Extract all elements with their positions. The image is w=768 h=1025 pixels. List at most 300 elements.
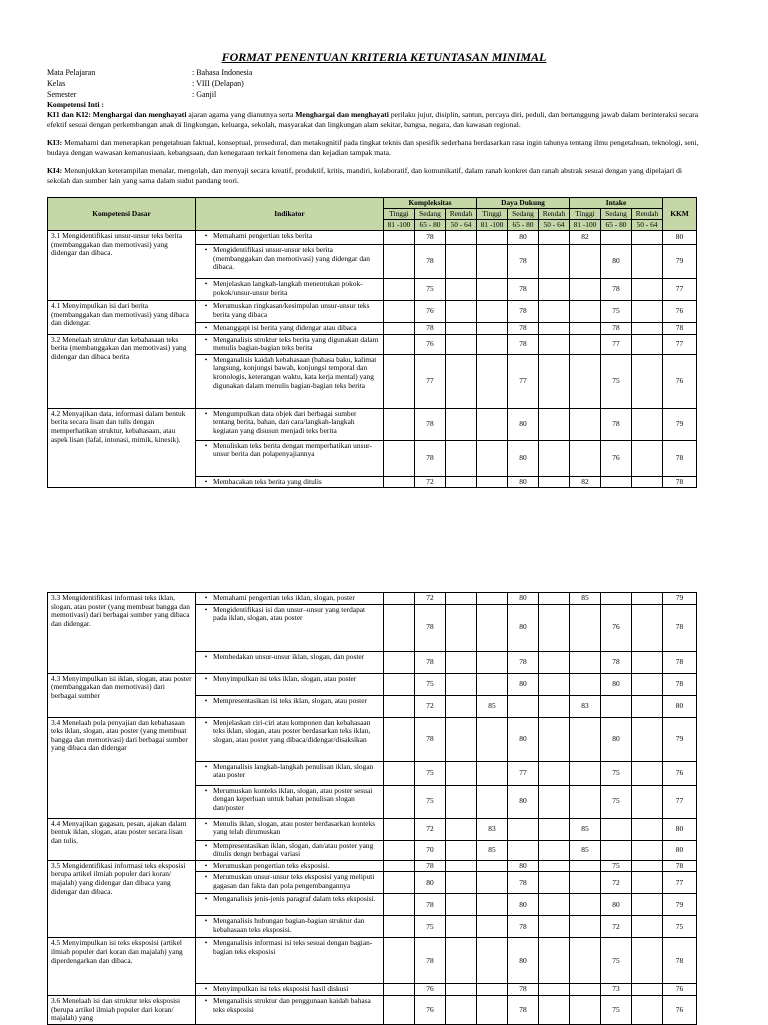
intake-rendah-cell: [632, 916, 663, 938]
kkm-value-cell: 78: [663, 323, 697, 335]
indikator-text: Menuliskan teks berita dengan memperhatikan unsur-unsur berita dan polapenyajiannya: [213, 440, 372, 459]
indikator-cell: [196, 476, 384, 488]
kompleksitas-rendah-cell: [446, 840, 477, 860]
ki4-text: Menunjukkan keterampilan menalar, mengolah, dan menyaji secara kreatif, produktif, kritis, mandiri, kolaboratif, dan komunikatif, dalam ranah konkret dan ranah abstrak sesuai dengan yang dipelajari di sekolah dan sumber lain yang sama dalam sudut pandang teori.: [47, 166, 683, 185]
kompetensi-dasar-cell: 4.4 Menyajikan gagasan, pesan, ajakan dalam bentuk iklan, slogan, atau poster secara lisan dan tulis.: [48, 818, 196, 860]
bullet-icon: •: [204, 334, 208, 344]
kompleksitas-sedang-cell: 78: [415, 860, 446, 872]
intake-tinggi-cell: [570, 440, 601, 476]
indikator-cell: [196, 651, 384, 673]
kompleksitas-sedang-cell: 78: [415, 604, 446, 651]
bullet-icon: •: [204, 695, 208, 705]
intake-tinggi-cell: [570, 301, 601, 323]
daya-dukung-tinggi-cell: [477, 860, 508, 872]
indikator-cell: [196, 334, 384, 354]
kompleksitas-sedang-cell: 78: [415, 231, 446, 245]
intake-sedang-cell: 76: [601, 604, 632, 651]
intake-tinggi-cell: [570, 894, 601, 916]
intake-sedang-cell: 75: [601, 301, 632, 323]
meta-value: : Bahasa Indonesia: [192, 68, 253, 77]
kompleksitas-rendah-cell: [446, 818, 477, 840]
intake-rendah-cell: [632, 476, 663, 488]
header-daya-dukung: Daya Dukung: [477, 198, 570, 209]
kkm-value-cell: 78: [663, 860, 697, 872]
intake-sedang-cell: 73: [601, 984, 632, 996]
kkm-value-cell: 78: [663, 651, 697, 673]
daya-dukung-rendah-cell: [539, 593, 570, 605]
daya-dukung-rendah-cell: [539, 408, 570, 440]
bullet-icon: •: [204, 761, 208, 771]
header-range-tinggi: 81 -100: [384, 220, 415, 231]
kompetensi-dasar-cell: 3.4 Menelaah pola penyajian dan kebahasaan teks iklan, slogan, atau poster (yang membuat bangga dan memotivasi) dari berbagai sumber yang dibaca dan didengar: [48, 717, 196, 818]
kompleksitas-rendah-cell: [446, 354, 477, 408]
intake-sedang-cell: 78: [601, 279, 632, 301]
intake-sedang-cell: [601, 818, 632, 840]
intake-sedang-cell: [601, 476, 632, 488]
indikator-text: Menyimpulkan isi teks iklan, slogan, atau poster: [213, 673, 357, 683]
indikator-cell: [196, 604, 384, 651]
indikator-text: Memahami pengertian teks iklan, slogan, poster: [213, 593, 355, 602]
meta-label: Mata Pelajaran: [47, 68, 96, 77]
kkm-value-cell: 78: [663, 938, 697, 984]
indikator-cell: [196, 717, 384, 761]
indikator-text: Mempresentasikan isi teks iklan, slogan, atau poster: [213, 695, 367, 705]
kompetensi-dasar-cell: 4.2 Menyajikan data, informasi dalam bentuk berita secara lisan dan tulis dengan memperhatikan struktur, kebahasaan, atau aspek lisan (lafal, intonasi, mimik, kinesik).: [48, 408, 196, 488]
daya-dukung-tinggi-cell: [477, 354, 508, 408]
kompleksitas-sedang-cell: 75: [415, 785, 446, 818]
kompleksitas-sedang-cell: 75: [415, 279, 446, 301]
kompleksitas-tinggi-cell: [384, 995, 415, 1024]
intake-sedang-cell: 75: [601, 860, 632, 872]
indikator-text: Merumuskan unsur-unsur teks eksposisi yang meliputi gagasan dan fakta dan pola pengembangannya: [213, 872, 375, 890]
ki12-paragraph: [47, 110, 707, 129]
intake-sedang-cell: 75: [601, 995, 632, 1024]
indikator-cell: [196, 354, 384, 408]
daya-dukung-tinggi-cell: [477, 984, 508, 996]
kkm-value-cell: 79: [663, 408, 697, 440]
daya-dukung-rendah-cell: [539, 354, 570, 408]
kompleksitas-sedang-cell: 78: [415, 245, 446, 279]
table-row: [48, 593, 697, 605]
daya-dukung-rendah-cell: [539, 245, 570, 279]
header-range-sedang: 65 - 80: [508, 220, 539, 231]
kkm-value-cell: 76: [663, 995, 697, 1024]
bullet-icon: •: [204, 860, 208, 870]
kompleksitas-tinggi-cell: [384, 593, 415, 605]
intake-rendah-cell: [632, 279, 663, 301]
intake-sedang-cell: 80: [601, 673, 632, 695]
daya-dukung-sedang-cell: 80: [508, 785, 539, 818]
header-tinggi: Tinggi: [570, 209, 601, 220]
intake-tinggi-cell: [570, 354, 601, 408]
kompleksitas-rendah-cell: [446, 916, 477, 938]
kompleksitas-sedang-cell: 75: [415, 761, 446, 785]
kompetensi-dasar-cell: 4.1 Menyimpulkan isi dari berita (membanggakan dan memotivasi) yang dibaca dan didengar.: [48, 301, 196, 335]
bullet-icon: •: [204, 408, 208, 418]
indikator-cell: [196, 279, 384, 301]
header-range-tinggi: 81 -100: [570, 220, 601, 231]
kompleksitas-tinggi-cell: [384, 785, 415, 818]
kkm-value-cell: 77: [663, 279, 697, 301]
ki12-text-b: perilaku jujur, disiplin, santun, percaya diri, peduli, dan bertanggung jawab dalam berinteraksi secara efektif sesuai dengan perkembangan anak di lingkungan, keluarga, sekolah, masyarakat dan lingkungan alam sekitar, bangsa, negara, dan kawasan regional.: [47, 110, 699, 129]
intake-tinggi-cell: 85: [570, 593, 601, 605]
header-range-tinggi: 81 -100: [477, 220, 508, 231]
kompleksitas-rendah-cell: [446, 717, 477, 761]
daya-dukung-sedang-cell: 78: [508, 916, 539, 938]
table-row: [48, 860, 697, 872]
indikator-text: Mempresentasikan iklan, slogan, dan/atau poster yang ditulis dengn berbagai variasi: [213, 840, 374, 859]
bullet-icon: •: [204, 916, 208, 926]
kkm-value-cell: 79: [663, 894, 697, 916]
daya-dukung-tinggi-cell: [477, 995, 508, 1024]
kompetensi-dasar-cell: 3.3 Mengidentifikasi informasi teks iklan, slogan, atau poster (yang membuat bangga dan memotivasi) dari berbagai sumber yang dibaca dan didengar.: [48, 593, 196, 674]
kompleksitas-tinggi-cell: [384, 476, 415, 488]
intake-rendah-cell: [632, 651, 663, 673]
bullet-icon: •: [204, 301, 208, 310]
kompleksitas-rendah-cell: [446, 651, 477, 673]
intake-rendah-cell: [632, 872, 663, 894]
intake-tinggi-cell: [570, 673, 601, 695]
daya-dukung-tinggi-cell: [477, 872, 508, 894]
intake-rendah-cell: [632, 840, 663, 860]
daya-dukung-tinggi-cell: [477, 604, 508, 651]
intake-tinggi-cell: [570, 995, 601, 1024]
kompetensi-dasar-cell: 3.5 Mengidentifikasi informasi teks eksposisi berupa artikel ilmiah populer dari koran/ majalah) yang didengar dan dibaca yang didengar dan dibaca.: [48, 860, 196, 938]
indikator-text: Membedakan unsur-unsur iklan, slogan, dan poster: [213, 651, 365, 661]
daya-dukung-sedang-cell: 80: [508, 408, 539, 440]
daya-dukung-sedang-cell: 80: [508, 604, 539, 651]
kkm-value-cell: 80: [663, 231, 697, 245]
daya-dukung-sedang-cell: 78: [508, 245, 539, 279]
kompleksitas-sedang-cell: 80: [415, 872, 446, 894]
indikator-cell: [196, 818, 384, 840]
daya-dukung-sedang-cell: 80: [508, 231, 539, 245]
daya-dukung-rendah-cell: [539, 695, 570, 717]
kompleksitas-sedang-cell: 72: [415, 593, 446, 605]
bullet-icon: •: [204, 995, 208, 1005]
daya-dukung-rendah-cell: [539, 323, 570, 335]
daya-dukung-sedang-cell: 80: [508, 894, 539, 916]
kompleksitas-sedang-cell: 70: [415, 840, 446, 860]
bullet-icon: •: [204, 604, 208, 614]
kompleksitas-rendah-cell: [446, 476, 477, 488]
daya-dukung-rendah-cell: [539, 938, 570, 984]
header-kompleksitas: Kompleksitas: [384, 198, 477, 209]
intake-sedang-cell: 72: [601, 872, 632, 894]
header-range-rendah: 50 - 64: [446, 220, 477, 231]
daya-dukung-rendah-cell: [539, 872, 570, 894]
kkm-value-cell: 77: [663, 334, 697, 354]
header-sedang: Sedang: [601, 209, 632, 220]
indikator-text: Mengidentifikasi unsur-unsur teks berita (membanggakan dan memotivasi) yang didengar dan dibaca.: [213, 245, 371, 272]
kompleksitas-sedang-cell: 76: [415, 334, 446, 354]
indikator-text: Merumuskan ringkasan/kesimpulan unsur-unsur teks berita yang dibaca: [213, 301, 370, 319]
intake-rendah-cell: [632, 818, 663, 840]
kompleksitas-rendah-cell: [446, 938, 477, 984]
indikator-cell: [196, 785, 384, 818]
bullet-icon: •: [204, 785, 208, 795]
intake-rendah-cell: [632, 323, 663, 335]
kompleksitas-sedang-cell: 78: [415, 408, 446, 440]
kompleksitas-tinggi-cell: [384, 651, 415, 673]
daya-dukung-tinggi-cell: [477, 717, 508, 761]
indikator-cell: [196, 761, 384, 785]
kompleksitas-sedang-cell: 78: [415, 440, 446, 476]
table-row: [48, 995, 697, 1024]
table-row: [48, 717, 697, 761]
kompleksitas-tinggi-cell: [384, 894, 415, 916]
indikator-cell: [196, 323, 384, 335]
daya-dukung-rendah-cell: [539, 651, 570, 673]
kompleksitas-rendah-cell: [446, 279, 477, 301]
indikator-text: Menganalisis langkah-langkah penulisan iklan, slogan atau poster: [213, 761, 374, 780]
indikator-cell: [196, 840, 384, 860]
bullet-icon: •: [204, 593, 208, 602]
indikator-text: Menganalisis informasi isi teks sesuai dengan bagian-bagian teks eksposisi: [213, 938, 373, 956]
daya-dukung-rendah-cell: [539, 818, 570, 840]
indikator-text: Menjelaskan langkah-langkah menentukan pokok-pokok/unsur-unsur berita: [213, 279, 363, 297]
daya-dukung-tinggi-cell: [477, 301, 508, 323]
bullet-icon: •: [204, 818, 208, 828]
kkm-value-cell: 76: [663, 761, 697, 785]
kompleksitas-sedang-cell: 72: [415, 476, 446, 488]
intake-rendah-cell: [632, 860, 663, 872]
meta-value: : Ganjil: [192, 90, 217, 99]
intake-rendah-cell: [632, 245, 663, 279]
indikator-cell: [196, 245, 384, 279]
daya-dukung-sedang-cell: 80: [508, 860, 539, 872]
intake-sedang-cell: [601, 840, 632, 860]
intake-tinggi-cell: 83: [570, 695, 601, 717]
intake-rendah-cell: [632, 695, 663, 717]
intake-sedang-cell: [601, 231, 632, 245]
intake-sedang-cell: 78: [601, 408, 632, 440]
header-indikator: Indikator: [196, 198, 384, 231]
intake-tinggi-cell: [570, 245, 601, 279]
indikator-text: Mengidentifikasi isi dan unsur–unsur yang terdapat pada iklan, slogan, atau poster: [213, 604, 366, 623]
daya-dukung-sedang-cell: 78: [508, 301, 539, 323]
header-range-sedang: 65 - 80: [415, 220, 446, 231]
daya-dukung-rendah-cell: [539, 301, 570, 323]
intake-sedang-cell: [601, 695, 632, 717]
header-sedang: Sedang: [415, 209, 446, 220]
daya-dukung-sedang-cell: 78: [508, 323, 539, 335]
intake-tinggi-cell: [570, 916, 601, 938]
intake-tinggi-cell: [570, 279, 601, 301]
intake-tinggi-cell: 82: [570, 476, 601, 488]
ki12-text-a: ajaran agama yang dianutnya serta: [186, 110, 296, 119]
intake-tinggi-cell: [570, 872, 601, 894]
kompleksitas-tinggi-cell: [384, 938, 415, 984]
ki3-label: KI3:: [47, 138, 63, 147]
bullet-icon: •: [204, 872, 208, 882]
bullet-icon: •: [204, 938, 208, 948]
kompleksitas-tinggi-cell: [384, 245, 415, 279]
header-range-rendah: 50 - 64: [632, 220, 663, 231]
indikator-cell: [196, 673, 384, 695]
kompetensi-dasar-cell: 3.2 Menelaah struktur dan kebahasaan teks berita (membanggakan dan memotivasi) yang didengar dan dibaca berita: [48, 334, 196, 408]
header-sedang: Sedang: [508, 209, 539, 220]
daya-dukung-sedang-cell: [508, 840, 539, 860]
daya-dukung-sedang-cell: 78: [508, 334, 539, 354]
kompleksitas-sedang-cell: 76: [415, 301, 446, 323]
intake-sedang-cell: 77: [601, 334, 632, 354]
kompleksitas-tinggi-cell: [384, 440, 415, 476]
table-row: [48, 673, 697, 695]
bullet-icon: •: [204, 354, 208, 364]
intake-rendah-cell: [632, 894, 663, 916]
daya-dukung-rendah-cell: [539, 673, 570, 695]
indikator-cell: [196, 984, 384, 996]
intake-tinggi-cell: [570, 604, 601, 651]
kompleksitas-tinggi-cell: [384, 673, 415, 695]
kompleksitas-rendah-cell: [446, 894, 477, 916]
header-rendah: Rendah: [446, 209, 477, 220]
kompleksitas-tinggi-cell: [384, 354, 415, 408]
daya-dukung-sedang-cell: 78: [508, 995, 539, 1024]
kompleksitas-rendah-cell: [446, 995, 477, 1024]
indikator-cell: [196, 695, 384, 717]
indikator-text: Memahami pengertian teks berita: [213, 231, 313, 240]
kompleksitas-rendah-cell: [446, 872, 477, 894]
intake-sedang-cell: 75: [601, 354, 632, 408]
daya-dukung-tinggi-cell: [477, 231, 508, 245]
kompleksitas-tinggi-cell: [384, 695, 415, 717]
kompleksitas-rendah-cell: [446, 334, 477, 354]
daya-dukung-rendah-cell: [539, 476, 570, 488]
daya-dukung-tinggi-cell: [477, 894, 508, 916]
kkm-value-cell: 78: [663, 604, 697, 651]
kompleksitas-sedang-cell: 78: [415, 938, 446, 984]
indikator-text: Menulis iklan, slogan, atau poster berdasarkan konteks yang telah dirumuskan: [213, 818, 376, 837]
header-rendah: Rendah: [539, 209, 570, 220]
daya-dukung-rendah-cell: [539, 334, 570, 354]
kkm-value-cell: 78: [663, 673, 697, 695]
kompleksitas-tinggi-cell: [384, 818, 415, 840]
intake-sedang-cell: 75: [601, 938, 632, 984]
kompleksitas-tinggi-cell: [384, 872, 415, 894]
kkm-value-cell: 75: [663, 916, 697, 938]
kompleksitas-tinggi-cell: [384, 334, 415, 354]
intake-rendah-cell: [632, 717, 663, 761]
daya-dukung-rendah-cell: [539, 231, 570, 245]
kkm-value-cell: 79: [663, 593, 697, 605]
kompleksitas-rendah-cell: [446, 245, 477, 279]
daya-dukung-sedang-cell: [508, 818, 539, 840]
intake-rendah-cell: [632, 440, 663, 476]
daya-dukung-tinggi-cell: [477, 408, 508, 440]
daya-dukung-sedang-cell: 80: [508, 938, 539, 984]
indikator-cell: [196, 860, 384, 872]
indikator-cell: [196, 301, 384, 323]
kompetensi-dasar-cell: 4.5 Menyimpulkan isi teks eksposisi (artikel ilmiah populer dari koran dan majalah) yang diperdengarkan dan dibaca.: [48, 938, 196, 996]
bullet-icon: •: [204, 894, 208, 904]
indikator-cell: [196, 916, 384, 938]
kompleksitas-sedang-cell: 75: [415, 916, 446, 938]
indikator-cell: [196, 894, 384, 916]
header-intake: Intake: [570, 198, 663, 209]
daya-dukung-rendah-cell: [539, 984, 570, 996]
ki4-paragraph: [47, 166, 707, 185]
kompetensi-dasar-cell: 3.1 Mengidentifikasi unsur-unsur teks berita (membanggakan dan memotivasi) yang didengar dan dibaca.: [48, 231, 196, 301]
kompleksitas-tinggi-cell: [384, 717, 415, 761]
daya-dukung-tinggi-cell: 83: [477, 818, 508, 840]
intake-rendah-cell: [632, 761, 663, 785]
ki12-label-2: Menghargai dan menghayati: [295, 110, 389, 119]
ki3-paragraph: [47, 138, 707, 157]
indikator-text: Menganalisis kaidah kebahasaan (bahasa baku, kalimat langsung, konjungsi bawah, konjungsi temporal dan kronologis, keterangan waktu, kata kerja mental) yang digunakan dalam menulis bagian-bagian teks berita: [213, 354, 377, 390]
ki4-label: KI4:: [47, 166, 63, 175]
intake-tinggi-cell: 82: [570, 231, 601, 245]
indikator-cell: [196, 440, 384, 476]
daya-dukung-sedang-cell: 77: [508, 761, 539, 785]
intake-rendah-cell: [632, 938, 663, 984]
daya-dukung-sedang-cell: 80: [508, 440, 539, 476]
table-row: [48, 334, 697, 354]
indikator-text: Membacakan teks berita yang ditulis: [213, 476, 322, 486]
kompleksitas-rendah-cell: [446, 593, 477, 605]
ki-heading-text: Kompetensi Inti :: [47, 100, 104, 109]
intake-tinggi-cell: [570, 984, 601, 996]
indikator-text: Menganalisis jenis-jenis paragraf dalam teks eksposisi.: [213, 894, 376, 904]
daya-dukung-rendah-cell: [539, 916, 570, 938]
kkm-value-cell: 76: [663, 984, 697, 996]
kompleksitas-rendah-cell: [446, 695, 477, 717]
intake-sedang-cell: 76: [601, 440, 632, 476]
daya-dukung-rendah-cell: [539, 604, 570, 651]
daya-dukung-tinggi-cell: [477, 651, 508, 673]
kompleksitas-rendah-cell: [446, 440, 477, 476]
kkm-value-cell: 80: [663, 695, 697, 717]
kompleksitas-sedang-cell: 77: [415, 354, 446, 408]
intake-rendah-cell: [632, 334, 663, 354]
kompleksitas-tinggi-cell: [384, 984, 415, 996]
kkm-value-cell: 80: [663, 840, 697, 860]
header-rendah: Rendah: [632, 209, 663, 220]
indikator-text: Menganalisis hubungan bagian-bagian struktur dan kebahasaan teks eksposisi.: [213, 916, 365, 934]
bullet-icon: •: [204, 245, 208, 254]
intake-sedang-cell: 78: [601, 651, 632, 673]
kkm-value-cell: 78: [663, 440, 697, 476]
daya-dukung-sedang-cell: 80: [508, 717, 539, 761]
kkm-value-cell: 79: [663, 245, 697, 279]
intake-rendah-cell: [632, 984, 663, 996]
daya-dukung-rendah-cell: [539, 279, 570, 301]
kompleksitas-sedang-cell: 75: [415, 673, 446, 695]
kompleksitas-rendah-cell: [446, 604, 477, 651]
daya-dukung-rendah-cell: [539, 894, 570, 916]
kompleksitas-rendah-cell: [446, 860, 477, 872]
intake-tinggi-cell: [570, 761, 601, 785]
kkm-value-cell: 76: [663, 354, 697, 408]
header-range-rendah: 50 - 64: [539, 220, 570, 231]
kompleksitas-tinggi-cell: [384, 604, 415, 651]
intake-sedang-cell: [601, 593, 632, 605]
intake-sedang-cell: 72: [601, 916, 632, 938]
daya-dukung-tinggi-cell: [477, 279, 508, 301]
daya-dukung-sedang-cell: 78: [508, 651, 539, 673]
daya-dukung-rendah-cell: [539, 995, 570, 1024]
indikator-text: Menyimpulkan isi teks eksposisi hasil diskusi: [213, 984, 349, 994]
daya-dukung-tinggi-cell: [477, 938, 508, 984]
bullet-icon: •: [204, 984, 208, 994]
intake-rendah-cell: [632, 301, 663, 323]
intake-sedang-cell: 75: [601, 785, 632, 818]
meta-row-semester: [47, 90, 216, 99]
kompleksitas-tinggi-cell: [384, 323, 415, 335]
header-kkm: KKM: [663, 198, 697, 231]
indikator-cell: [196, 408, 384, 440]
